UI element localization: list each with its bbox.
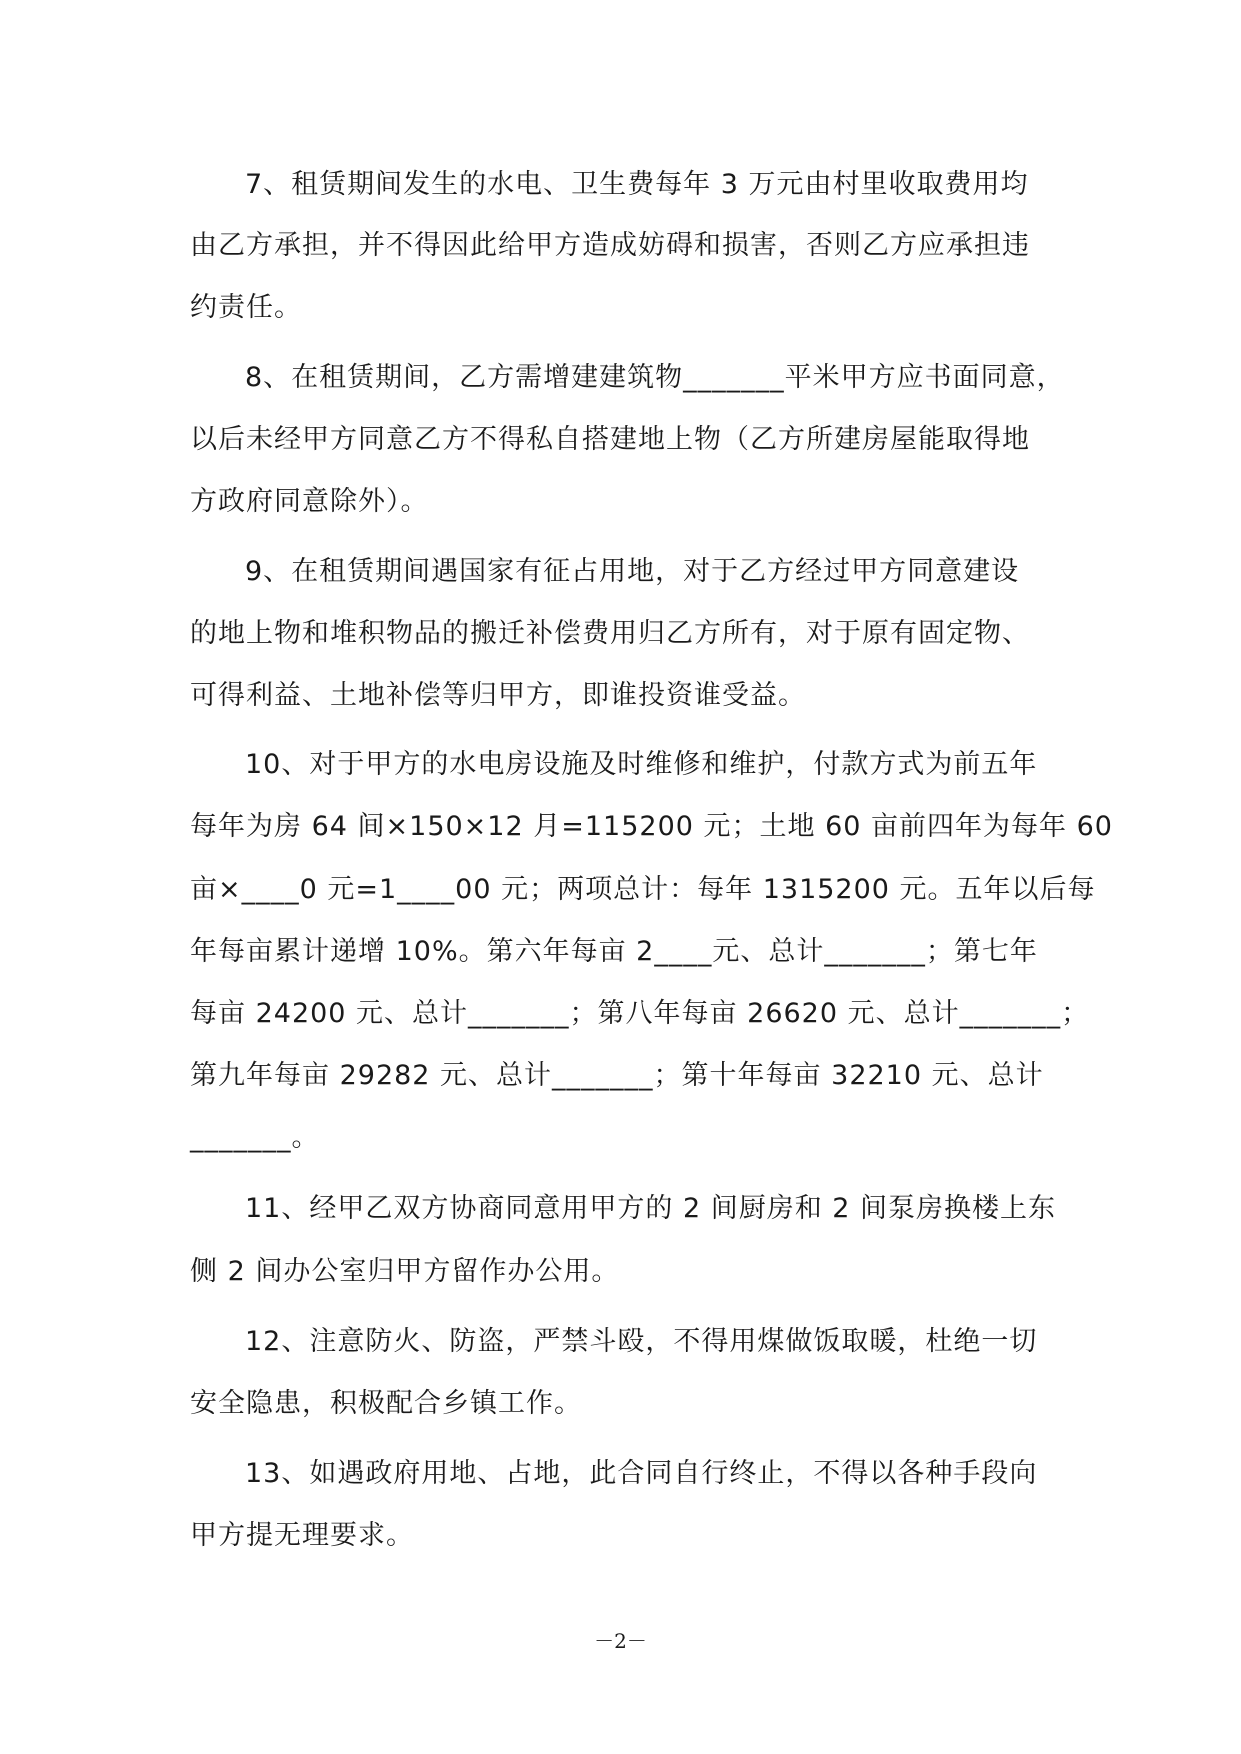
paragraph-10-line-6: 第九年每亩 29282 元、总计_______；第十年每亩 32210 元、总计 bbox=[190, 1060, 1044, 1091]
paragraph-10-line-4: 年每亩累计递增 10%。第六年每亩 2____元、总计_______；第七年 bbox=[190, 936, 1038, 967]
paragraph-7-line-3: 约责任。 bbox=[190, 292, 302, 323]
paragraph-7-line-1: 7、租赁期间发生的水电、卫生费每年 3 万元由村里收取费用均 bbox=[245, 169, 1029, 200]
paragraph-10-line-7: _______。 bbox=[190, 1122, 320, 1153]
paragraph-10-line-3: 亩×____0 元=1____00 元；两项总计：每年 1315200 元。五年以后每 bbox=[190, 874, 1096, 905]
page-number: －2－ bbox=[594, 1629, 647, 1653]
paragraph-12-line-1: 12、注意防火、防盗，严禁斗殴，不得用煤做饭取暖，杜绝一切 bbox=[245, 1326, 1038, 1357]
paragraph-10-line-5: 每亩 24200 元、总计_______；第八年每亩 26620 元、总计_______； bbox=[190, 998, 1090, 1029]
paragraph-7-line-2: 由乙方承担，并不得因此给甲方造成妨碍和损害，否则乙方应承担违 bbox=[190, 230, 1030, 261]
paragraph-13-line-1: 13、如遇政府用地、占地，此合同自行终止，不得以各种手段向 bbox=[245, 1458, 1038, 1489]
paragraph-9-line-2: 的地上物和堆积物品的搬迁补偿费用归乙方所有，对于原有固定物、 bbox=[190, 618, 1030, 649]
paragraph-10-line-2: 每年为房 64 间×150×12 月=115200 元；土地 60 亩前四年为每年 60 bbox=[190, 811, 1113, 842]
paragraph-9-line-1: 9、在租赁期间遇国家有征占用地，对于乙方经过甲方同意建设 bbox=[245, 556, 1020, 587]
paragraph-8-line-3: 方政府同意除外）。 bbox=[190, 486, 429, 517]
paragraph-8-line-1: 8、在租赁期间，乙方需增建建筑物_______平米甲方应书面同意， bbox=[245, 362, 1065, 393]
paragraph-10-line-1: 10、对于甲方的水电房设施及时维修和维护，付款方式为前五年 bbox=[245, 749, 1038, 780]
paragraph-13-line-2: 甲方提无理要求。 bbox=[190, 1520, 414, 1551]
paragraph-8-line-2: 以后未经甲方同意乙方不得私自搭建地上物（乙方所建房屋能取得地 bbox=[190, 424, 1030, 455]
paragraph-11-line-1: 11、经甲乙双方协商同意用甲方的 2 间厨房和 2 间泵房换楼上东 bbox=[245, 1193, 1057, 1224]
paragraph-9-line-3: 可得利益、土地补偿等归甲方，即谁投资谁受益。 bbox=[190, 680, 806, 711]
paragraph-11-line-2: 侧 2 间办公室归甲方留作办公用。 bbox=[190, 1256, 620, 1287]
paragraph-12-line-2: 安全隐患，积极配合乡镇工作。 bbox=[190, 1388, 582, 1419]
